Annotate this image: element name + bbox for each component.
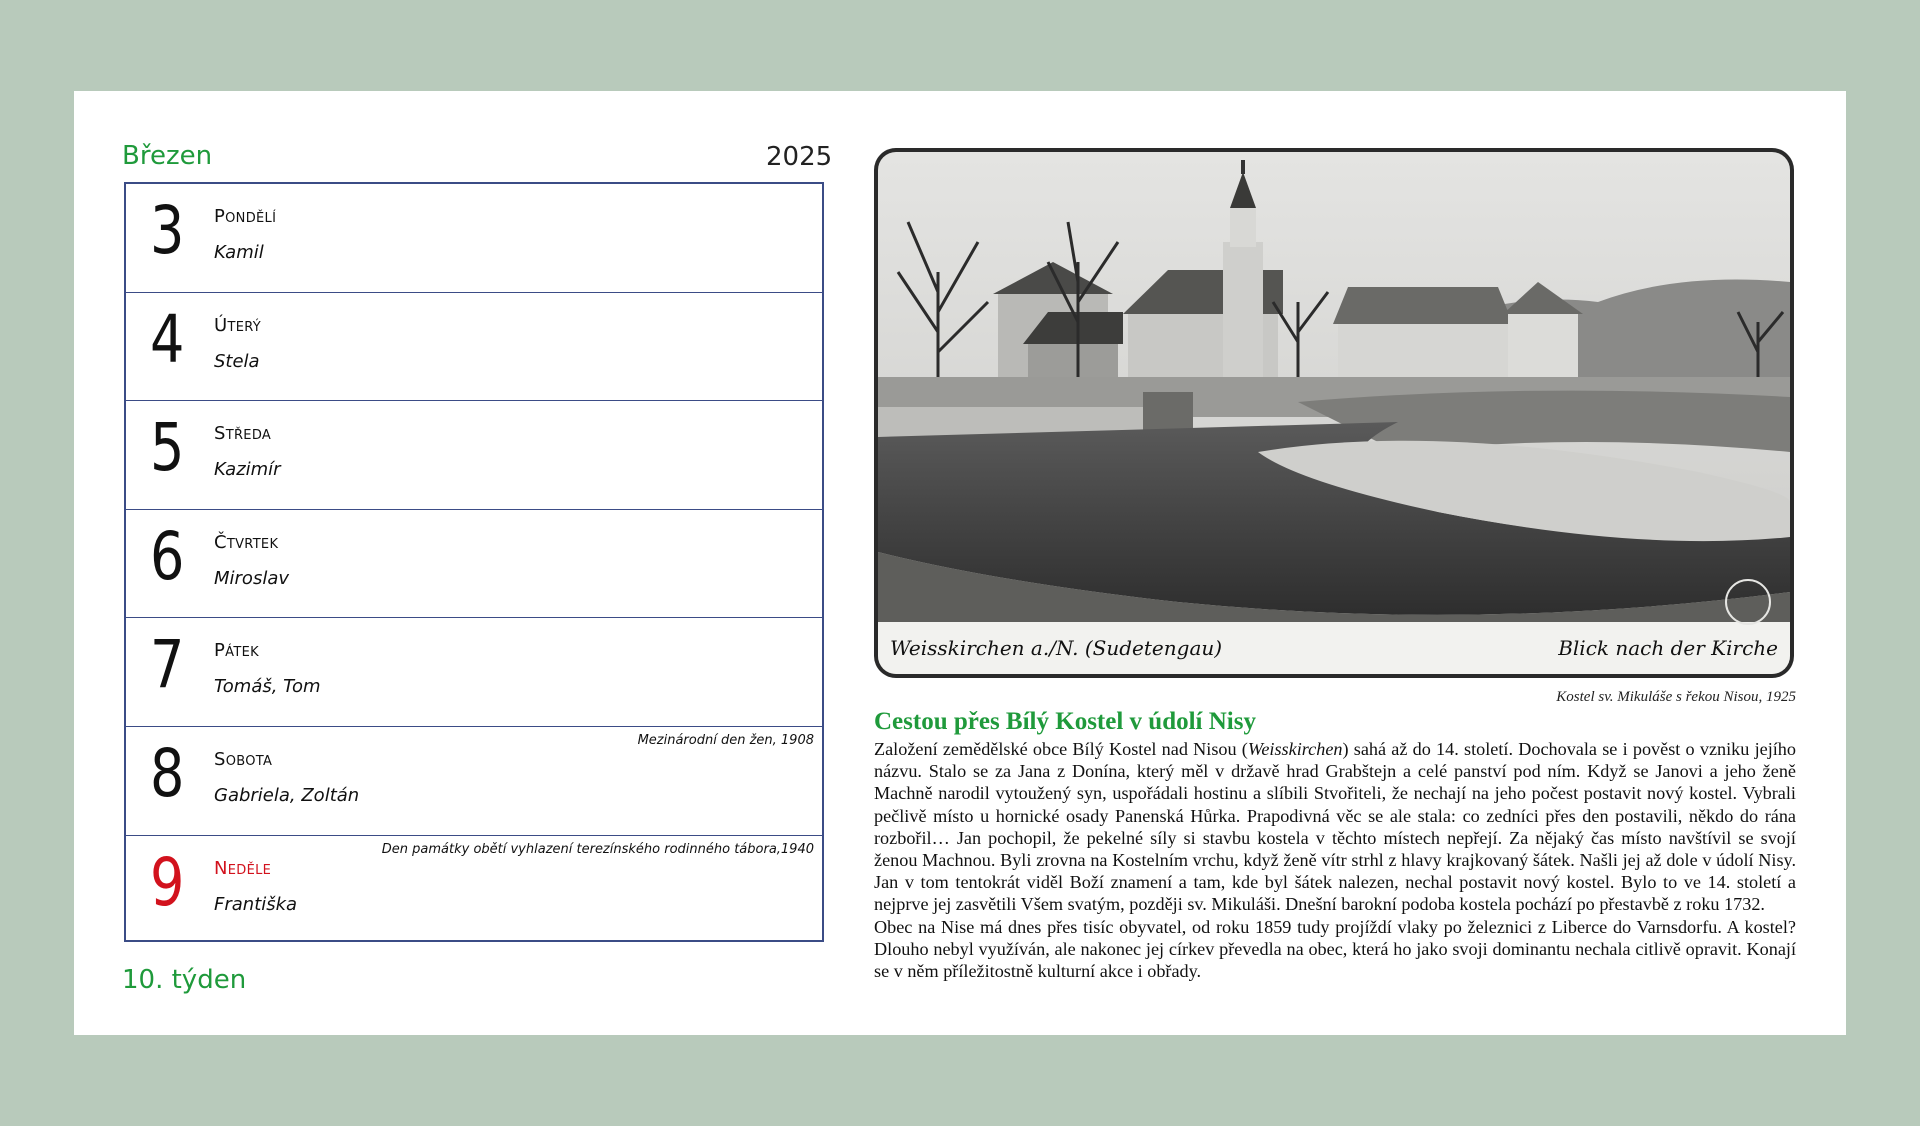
day-row: [126, 293, 822, 402]
day-row: [126, 510, 822, 619]
day-row: [126, 401, 822, 510]
day-name: Sobota: [214, 748, 273, 770]
article-paragraph: Obec na Nise má dnes přes tisíc obyvatel, od roku 1859 tudy projíždí vlaky po železnici z Liberce do Varnsdorfu. A kostel? Dlouho nebyl využíván, ale nakonec jej církev převedla na obec, která ho jako svoji dominantu nechala citlivě opravit. Konají se v něm příležitostně kulturní akce i obřady.: [874, 916, 1796, 982]
photo-inscription-right: Blick nach der Kirche: [1558, 636, 1778, 660]
nameday: Miroslav: [214, 567, 290, 589]
nameday: Kazimír: [214, 459, 281, 481]
day-name: Úterý: [214, 314, 261, 336]
article-body: [874, 738, 1796, 982]
article-title: Cestou přes Bílý Kostel v údolí Nisy: [874, 708, 1256, 735]
article-paragraph: Založení zemědělské obce Bílý Kostel nad Nisou (Weisskirchen) sahá až do 14. století. Dochovala se i pověst o vzniku jejího názvu. Stalo se za Jana z Donína, který měl v državě hrad Grabštejn a celé panství pod ním. Když se Janovi a jeho ženě Machně narodil vytoužený syn, uspořádali hostinu a slíbili Stvořiteli, že nechají na jeho počest postavit nový kostel. Vybrali pečlivě místo u hornické osady Panenská Hůrka. Prapodivná věc se ale stala: co zedníci přes den postavili, někdo do rána rozbořil… Jan pochopil, že pekelné síly si stavbu kostela v těchto místech nepřejí. Za nějaký čas místo navštívil se svojí ženou Machnou. Byli zrovna na Kostelním vrchu, když ženě vítr strhl z hlavy krajkovaný šátek. Našli jej až dole v údolí Nisy. Jan v tom tentokrát viděl Boží znamení a tam, kde byl šátek nalezen, nechal postavit nový kostel. Bylo to ve 14. století a nejprve jej zasvětili Všem svatým, později sv. Mikuláši. Dnešní barokní podoba kostela pochází po přestavbě z roku 1732.: [874, 739, 1796, 915]
historic-photo: [878, 152, 1790, 674]
day-number: 7: [150, 626, 185, 704]
day-number: 3: [150, 192, 185, 269]
nameday: Stela: [214, 350, 260, 372]
day-note: Den památky obětí vyhlazení terezínského rodinného tábora,1940: [381, 841, 814, 857]
day-name: Středa: [214, 423, 272, 445]
nameday: Gabriela, Zoltán: [214, 784, 360, 806]
day-number: 9: [150, 843, 185, 921]
day-number: 4: [150, 300, 185, 378]
nameday: Kamil: [214, 242, 264, 263]
photo-inscription-left: Weisskirchen a./N. (Sudetengau): [890, 636, 1223, 660]
photo-caption: Kostel sv. Mikuláše s řekou Nisou, 1925: [1556, 689, 1796, 705]
day-row: [126, 618, 822, 727]
day-name: Pátek: [214, 640, 259, 662]
day-note: Mezinárodní den žen, 1908: [637, 732, 814, 748]
day-grid: [124, 182, 824, 942]
day-row: [126, 836, 822, 945]
month-label: Březen: [122, 141, 213, 171]
day-number: 8: [150, 734, 185, 812]
nameday: Františka: [214, 893, 298, 915]
day-number: 5: [150, 409, 185, 487]
year-label: 2025: [766, 142, 833, 172]
day-name: Čtvrtek: [214, 531, 279, 553]
week-label: 10. týden: [122, 965, 247, 995]
day-name: Neděle: [214, 857, 272, 879]
day-row: [126, 184, 822, 293]
day-number: 6: [150, 517, 185, 595]
day-name: Pondělí: [214, 206, 277, 227]
nameday: Tomáš, Tom: [214, 676, 321, 698]
day-row: [126, 727, 822, 836]
